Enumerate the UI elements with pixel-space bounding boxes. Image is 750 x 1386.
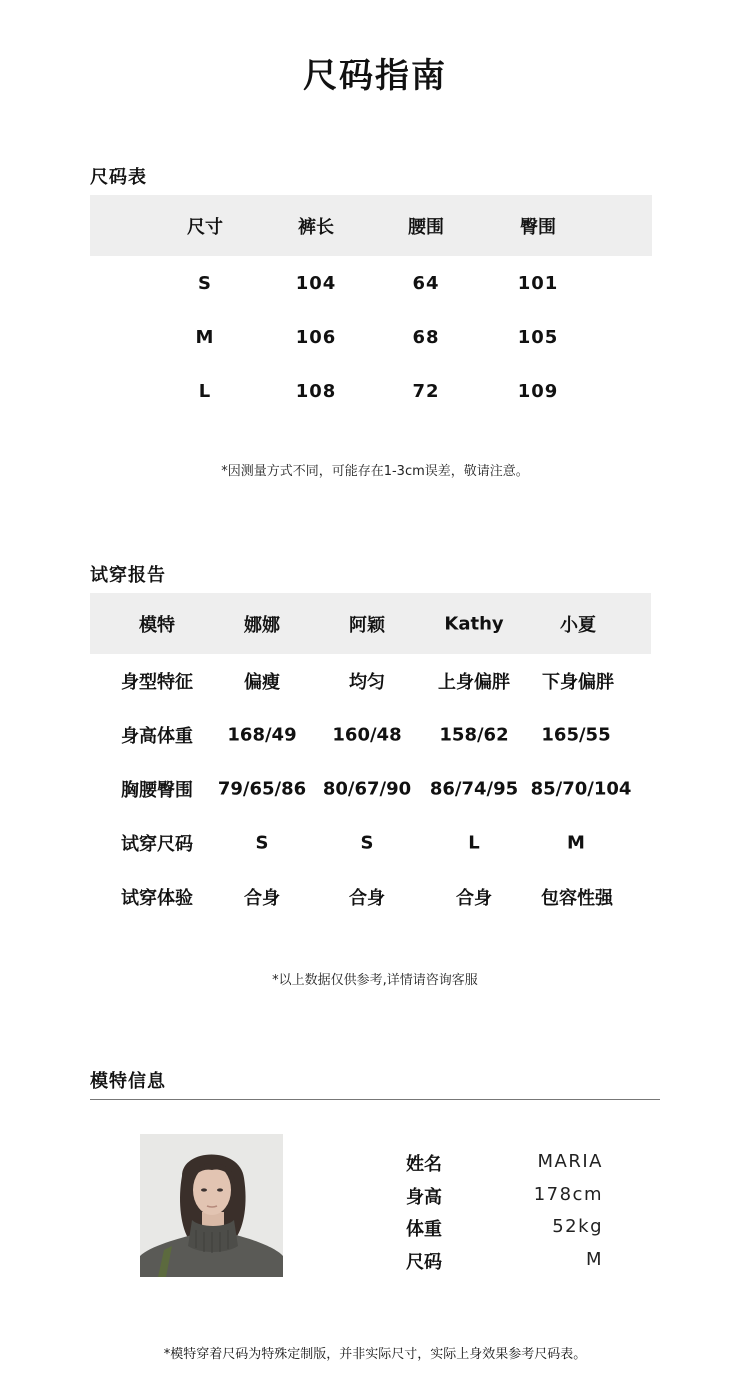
divider	[90, 1099, 660, 1100]
model-height-label: 身高	[406, 1187, 442, 1208]
tryon-row-label: 试穿体验	[121, 888, 193, 909]
tryon-row-label: 身高体重	[121, 726, 193, 747]
size-table	[90, 195, 652, 418]
size-cell: 104	[295, 272, 337, 294]
tryon-note: *以上数据仅供参考,详情请咨询客服	[272, 973, 478, 988]
size-cell: M	[195, 326, 215, 348]
tryon-header-cell: Kathy	[444, 613, 504, 634]
tryon-cell: 165/55	[541, 724, 611, 746]
footer-note: *模特穿着尺码为特殊定制版，并非实际尺寸，实际上身效果参考尺码表。	[163, 1347, 587, 1362]
tryon-cell: L	[468, 832, 480, 854]
tryon-table-header	[90, 593, 651, 654]
size-header-cell: 尺寸	[187, 216, 223, 238]
tryon-cell: S	[360, 832, 374, 854]
size-header-cell: 臀围	[520, 216, 556, 238]
table-row	[90, 816, 651, 870]
table-row	[90, 708, 651, 762]
model-size-value: M	[585, 1249, 603, 1270]
model-name-label: 姓名	[406, 1154, 442, 1175]
size-cell: L	[198, 380, 212, 402]
tryon-cell: M	[567, 832, 585, 854]
tryon-row-label: 试穿尺码	[121, 834, 193, 855]
tryon-cell: 86/74/95	[429, 778, 519, 800]
tryon-header-cell: 阿颖	[349, 614, 385, 636]
tryon-cell: 上身偏胖	[438, 672, 510, 693]
tryon-table	[90, 593, 651, 924]
size-header-cell: 腰围	[408, 216, 444, 238]
size-cell: 108	[295, 380, 337, 402]
size-table-header	[90, 195, 652, 256]
model-weight-label: 体重	[406, 1219, 442, 1240]
tryon-cell: 合身	[456, 888, 492, 909]
tryon-cell: 均匀	[349, 672, 385, 693]
tryon-header-cell: 模特	[139, 614, 175, 636]
table-row	[90, 310, 652, 364]
tryon-cell: 包容性强	[541, 888, 613, 909]
model-photo	[140, 1134, 283, 1277]
size-chart-title: 尺码表	[90, 167, 147, 188]
size-cell: S	[198, 272, 212, 294]
size-note: *因测量方式不同，可能存在1-3cm误差，敬请注意。	[221, 464, 529, 479]
tryon-cell: 168/49	[227, 724, 297, 746]
tryon-cell: 80/67/90	[322, 778, 412, 800]
size-cell: 101	[517, 272, 559, 294]
tryon-cell: 79/65/86	[217, 778, 307, 800]
size-header-cell: 裤长	[298, 216, 334, 238]
table-row	[90, 654, 651, 708]
model-info-title: 模特信息	[90, 1071, 166, 1092]
table-row	[90, 870, 651, 924]
table-row	[90, 762, 651, 816]
size-cell: 64	[412, 272, 440, 294]
size-cell: 106	[295, 326, 337, 348]
tryon-cell: 158/62	[439, 724, 509, 746]
tryon-header-cell: 小夏	[560, 614, 596, 636]
model-weight-value: 52kg	[552, 1216, 603, 1237]
model-height-value: 178cm	[533, 1184, 603, 1205]
tryon-cell: 85/70/104	[530, 778, 632, 800]
size-cell: 68	[412, 326, 440, 348]
tryon-row-label: 身型特征	[121, 672, 193, 693]
model-name-value: MARIA	[537, 1151, 603, 1172]
tryon-cell: S	[255, 832, 269, 854]
tryon-cell: 160/48	[332, 724, 402, 746]
size-cell: 109	[517, 380, 559, 402]
tryon-cell: 下身偏胖	[542, 672, 614, 693]
table-row	[90, 364, 652, 418]
size-cell: 105	[517, 326, 559, 348]
tryon-cell: 合身	[244, 888, 280, 909]
page-title: 尺码指南	[303, 56, 447, 96]
tryon-header-cell: 娜娜	[244, 614, 280, 636]
tryon-report-title: 试穿报告	[90, 565, 166, 586]
table-row	[90, 256, 652, 310]
model-size-label: 尺码	[406, 1252, 442, 1273]
tryon-row-label: 胸腰臀围	[121, 780, 193, 801]
size-cell: 72	[412, 380, 440, 402]
tryon-cell: 偏瘦	[244, 672, 280, 693]
tryon-cell: 合身	[349, 888, 385, 909]
